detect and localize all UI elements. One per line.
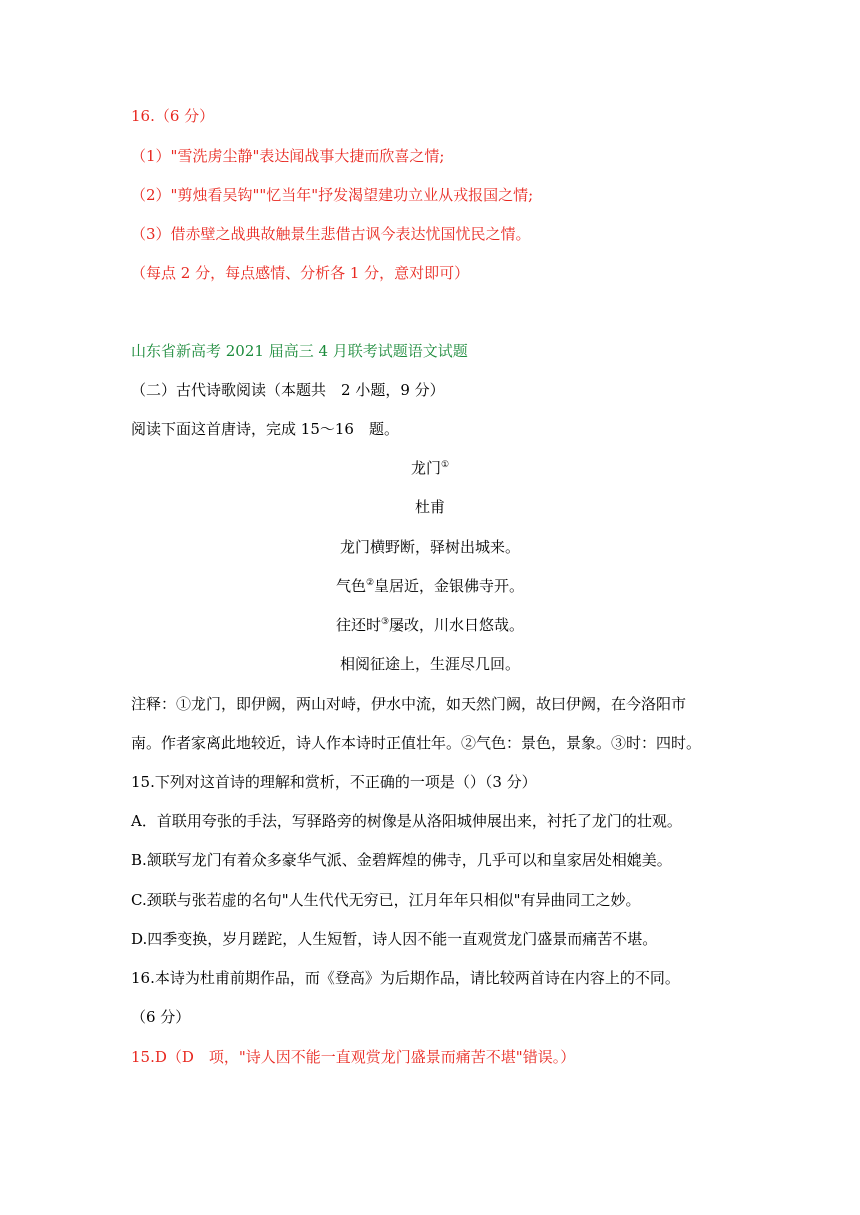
poem-line-4: 相阅征途上，生涯尽几回。 bbox=[339, 655, 520, 673]
poem-line-3 bbox=[0, 615, 860, 635]
answer-16-point-2: （2）"剪烛看吴钩""忆当年"抒发渴望建功立业从戎报国之情; bbox=[131, 186, 534, 204]
option-a: A．首联用夸张的手法，写驿路旁的树像是从洛阳城伸展出来，衬托了龙门的壮观。 bbox=[131, 812, 682, 830]
question-15-stem: 15.下列对这首诗的理解和赏析，不正确的一项是（）（3 分） bbox=[131, 773, 537, 791]
poem-line-3-a: 往还时 bbox=[335, 616, 381, 634]
poem-line-2 bbox=[0, 576, 860, 596]
question-16-stem: 16.本诗为杜甫前期作品，而《登高》为后期作品，请比较两首诗在内容上的不同。 bbox=[131, 969, 680, 987]
section-heading: （二）古代诗歌阅读（本题共 2 小题，9 分） bbox=[131, 381, 445, 399]
poem-line-2-b: 皇居近，金银佛寺开。 bbox=[374, 577, 525, 595]
poem-line-2-footnote: ② bbox=[365, 578, 375, 588]
poem-title-footnote: ① bbox=[440, 460, 450, 470]
poem-title-text: 龙门 bbox=[410, 459, 441, 477]
answer-16-scoring-note: （每点 2 分，每点感情、分析各 1 分，意对即可） bbox=[131, 264, 470, 282]
poem-line-1: 龙门横野断，驿树出城来。 bbox=[339, 538, 520, 556]
poem-line-2-a: 气色 bbox=[335, 577, 366, 595]
poem-line-3-b: 屡改，川水日悠哉。 bbox=[389, 616, 525, 634]
notes-line-1: 注释：①龙门，即伊阙，两山对峙，伊水中流，如天然门阙，故曰伊阙，在今洛阳市 bbox=[131, 695, 687, 713]
poem-author: 杜甫 bbox=[414, 498, 445, 516]
option-b: B.颔联写龙门有着众多豪华气派、金碧辉煌的佛寺，几乎可以和皇家居处相媲美。 bbox=[131, 851, 672, 869]
poem-title bbox=[0, 458, 860, 478]
answer-16-point-1: （1）"雪洗虏尘静"表达闻战事大捷而欣喜之情; bbox=[131, 147, 445, 165]
instruction: 阅读下面这首唐诗，完成 15～16 题。 bbox=[131, 420, 399, 438]
option-d: D.四季变换，岁月蹉跎，人生短暂，诗人因不能一直观赏龙门盛景而痛苦不堪。 bbox=[131, 930, 658, 948]
poem-line-3-footnote: ③ bbox=[380, 617, 390, 627]
answer-16-point-3: （3）借赤壁之战典故触景生悲借古讽今表达忧国忧民之情。 bbox=[131, 225, 531, 243]
option-c: C.颈联与张若虚的名句"人生代代无穷已，江月年年只相似"有异曲同工之妙。 bbox=[131, 891, 641, 909]
notes-line-2: 南。作者家离此地较近，诗人作本诗时正值壮年。②气色：景色，景象。③时：四时。 bbox=[131, 734, 702, 752]
question-16-score: （6 分） bbox=[131, 1008, 191, 1026]
source-title: 山东省新高考 2021 届高三 4 月联考试题语文试题 bbox=[131, 342, 468, 360]
answer-15: 15.D（D 项，"诗人因不能一直观赏龙门盛景而痛苦不堪"错误。） bbox=[131, 1048, 576, 1066]
answer-16-head: 16.（6 分） bbox=[131, 107, 215, 125]
